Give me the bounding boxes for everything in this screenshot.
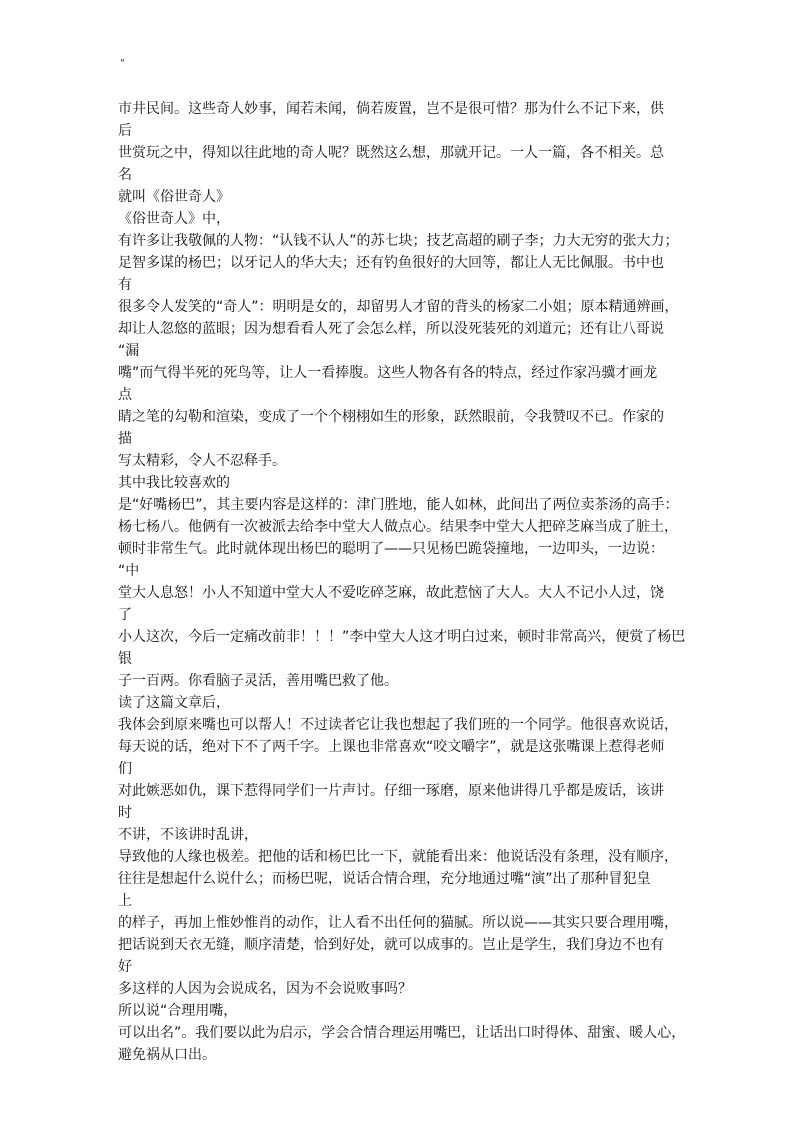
essay-text <box>118 98 684 1066</box>
text-line: 足智多谋的杨巴；以牙记人的华大夫；还有钓鱼很好的大回等，都让人无比佩服。书中也 <box>118 255 664 271</box>
text-line: “中 <box>118 563 140 579</box>
text-line: 把话说到天衣无缝，顺序清楚，恰到好处，就可以成事的。岂止是学生，我们身边不也有 <box>118 937 664 953</box>
text-line: 了 <box>118 607 132 623</box>
text-line: 对此嫉恶如仇，课下惹得同学们一片声讨。仔细一琢磨，原来他讲得几乎都是废话，该讲 <box>118 783 664 799</box>
text-line: 描 <box>118 431 132 447</box>
text-line: 我体会到原来嘴也可以帮人！不过读者它让我也想起了我们班的一个同学。他很喜欢说话， <box>118 717 678 733</box>
text-line: 写太精彩，令人不忍释手。 <box>118 453 286 469</box>
text-line: 很多令人发笑的“奇人”：明明是女的，却留男人才留的背头的杨家二小姐；原本精通辨画， <box>118 299 679 315</box>
text-line: 杨七杨八。他俩有一次被派去给李中堂大人做点心。结果李中堂大人把碎芝麻当成了脏土， <box>118 519 678 535</box>
text-line: 读了这篇文章后， <box>118 695 230 711</box>
text-line: 是“好嘴杨巴”，其主要内容是这样的：津门胜地，能人如林，此间出了两位卖茶汤的高手： <box>118 497 679 513</box>
text-line: 每天说的话，绝对下不了两千字。上课也非常喜欢“咬文嚼字”，就是这张嘴课上惹得老师 <box>118 739 665 755</box>
text-line: 顿时非常生气。此时就体现出杨巴的聪明了——只见杨巴跪袋撞地，一边叩头，一边说： <box>118 541 664 557</box>
text-line: 其中我比较喜欢的 <box>118 475 230 491</box>
text-line: 多这样的人因为会说成名，因为不会说败事吗？ <box>118 981 412 997</box>
text-line: 嘴”而气得半死的死鸟等，让人一看捧腹。这些人物各有各的特点，经过作家冯骥才画龙 <box>118 365 658 381</box>
text-line: 小人这次，今后一定痛改前非！！！”李中堂大人这才明白过来，顿时非常高兴，便赏了杨巴 <box>118 629 686 645</box>
text-line: 子一百两。你看脑子灵活，善用嘴巴救了他。 <box>118 673 398 689</box>
text-line: 市井民间。这些奇人妙事，闻若未闻，倘若废置，岂不是很可惜？那为什么不记下来，供 <box>118 101 664 117</box>
text-line: 堂大人息怒！小人不知道中堂大人不爱吃碎芝麻，故此惹恼了大人。大人不记小人过，饶 <box>118 585 664 601</box>
text-line: 导致他的人缘也极差。把他的话和杨巴比一下，就能看出来：他说话没有条理，没有顺序， <box>118 849 678 865</box>
text-line: 却让人忽悠的蓝眼；因为想看看人死了会怎么样，所以没死装死的刘道元；还有让八哥说 <box>118 321 664 337</box>
text-line: “漏 <box>118 343 140 359</box>
text-line: 好 <box>118 959 132 975</box>
text-line: 不讲，不该讲时乱讲， <box>118 827 258 843</box>
text-line: 们 <box>118 761 132 777</box>
top-quote-mark: " <box>120 58 125 69</box>
text-line: 点 <box>118 387 132 403</box>
text-line: 后 <box>118 123 132 139</box>
text-line: 往往是想起什么说什么；而杨巴呢，说话合情合理，充分地通过嘴“演”出了那种冒犯皇 <box>118 871 651 887</box>
text-line: 上 <box>118 893 132 909</box>
text-line: 的样子，再加上惟妙惟肖的动作，让人看不出任何的猫腻。所以说——其实只要合理用嘴， <box>118 915 678 931</box>
text-line: 银 <box>118 651 132 667</box>
text-line: 所以说“合理用嘴， <box>118 1003 238 1019</box>
text-line: 有 <box>118 277 132 293</box>
text-line: 世赏玩之中，得知以往此地的奇人呢？既然这么想，那就开记。一人一篇，各不相关。总 <box>118 145 664 161</box>
text-line: 避免祸从口出。 <box>118 1047 216 1063</box>
text-line: 可以出名”。我们要以此为启示，学会合情合理运用嘴巴，让话出口时得体、甜蜜、暖人心， <box>118 1025 686 1041</box>
text-line: 有许多让我敬佩的人物：“认钱不认人”的苏七块；技艺高超的刷子李；力大无穷的张大力； <box>118 233 679 249</box>
text-line: 《俗世奇人》中， <box>118 211 230 227</box>
text-line: 就叫《俗世奇人》 <box>118 189 230 205</box>
text-line: 睛之笔的勾勒和渲染，变成了一个个栩栩如生的形象，跃然眼前，令我赞叹不已。作家的 <box>118 409 664 425</box>
text-line: 时 <box>118 805 132 821</box>
text-line: 名 <box>118 167 132 183</box>
